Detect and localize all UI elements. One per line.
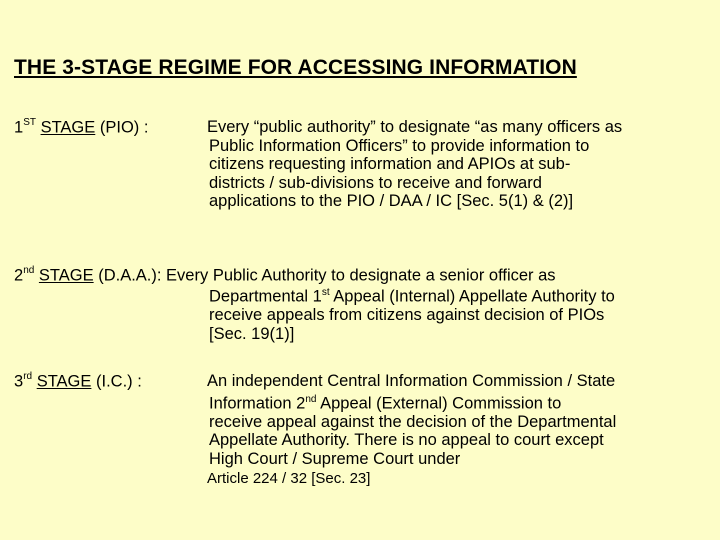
stage-2-word: STAGE (38, 266, 94, 285)
stage-2-ordinal: nd (23, 265, 35, 276)
stage-1-ordinal: ST (23, 117, 36, 128)
stage-3-ordinal: rd (23, 371, 33, 382)
stage-1-suffix: (PIO) : (95, 118, 149, 137)
stage-1-description (209, 118, 622, 211)
stage-2-first-line: Every Public Authority to designate a senior officer as (161, 266, 556, 285)
stage-2-rest-post: Appeal (Internal) Appellate Authority to receive appeals from citizens against decision of PIOs [Sec. 19(1)] (209, 287, 615, 343)
stage-3-rest (209, 391, 616, 469)
stage-3-rest-post: Appeal (External) Commission to receive appeal against the decision of the Departmental Appellate Authority. There is no appeal to court except High Court / Supreme Court under (209, 394, 617, 468)
stage-2-rest-pre: Departmental 1 (209, 287, 322, 306)
stage-3-first-line: An independent Central Information Commission / State (207, 372, 616, 390)
stage-1-label (14, 118, 148, 138)
stage-3-rest-sup: nd (305, 393, 317, 405)
stage-2-label (14, 266, 556, 286)
stage-2-suffix: (D.A.A.): (93, 266, 162, 285)
article-reference: Article 224 / 32 [Sec. 23] (207, 470, 371, 487)
stage-3-suffix: (I.C.) : (91, 372, 142, 391)
stage-1-rest: Public Information Officers” to provide information to citizens requesting information and APIOs at sub- districts / sub-divisions to receive and forward applications to the PIO / DAA / IC [Sec. 5(1) & (2)] (209, 136, 590, 210)
stage-1-word: STAGE (40, 118, 96, 137)
stage-1-first-line: Every “public authority” to designate “as many officers as (207, 118, 623, 136)
stage-3-number: 3 (14, 372, 24, 391)
stage-3-word: STAGE (36, 372, 92, 391)
stage-2-number: 2 (14, 266, 24, 285)
stage-3-description (209, 372, 616, 468)
stage-3-label (14, 372, 142, 392)
page-title: THE 3-STAGE REGIME FOR ACCESSING INFORMATION (14, 56, 577, 79)
stage-3-rest-pre: Information 2 (209, 394, 306, 412)
stage-2-rest (209, 284, 615, 343)
stage-2-rest-sup: st (321, 287, 330, 298)
stage-2-description (209, 284, 615, 343)
stage-1-number: 1 (14, 118, 24, 137)
